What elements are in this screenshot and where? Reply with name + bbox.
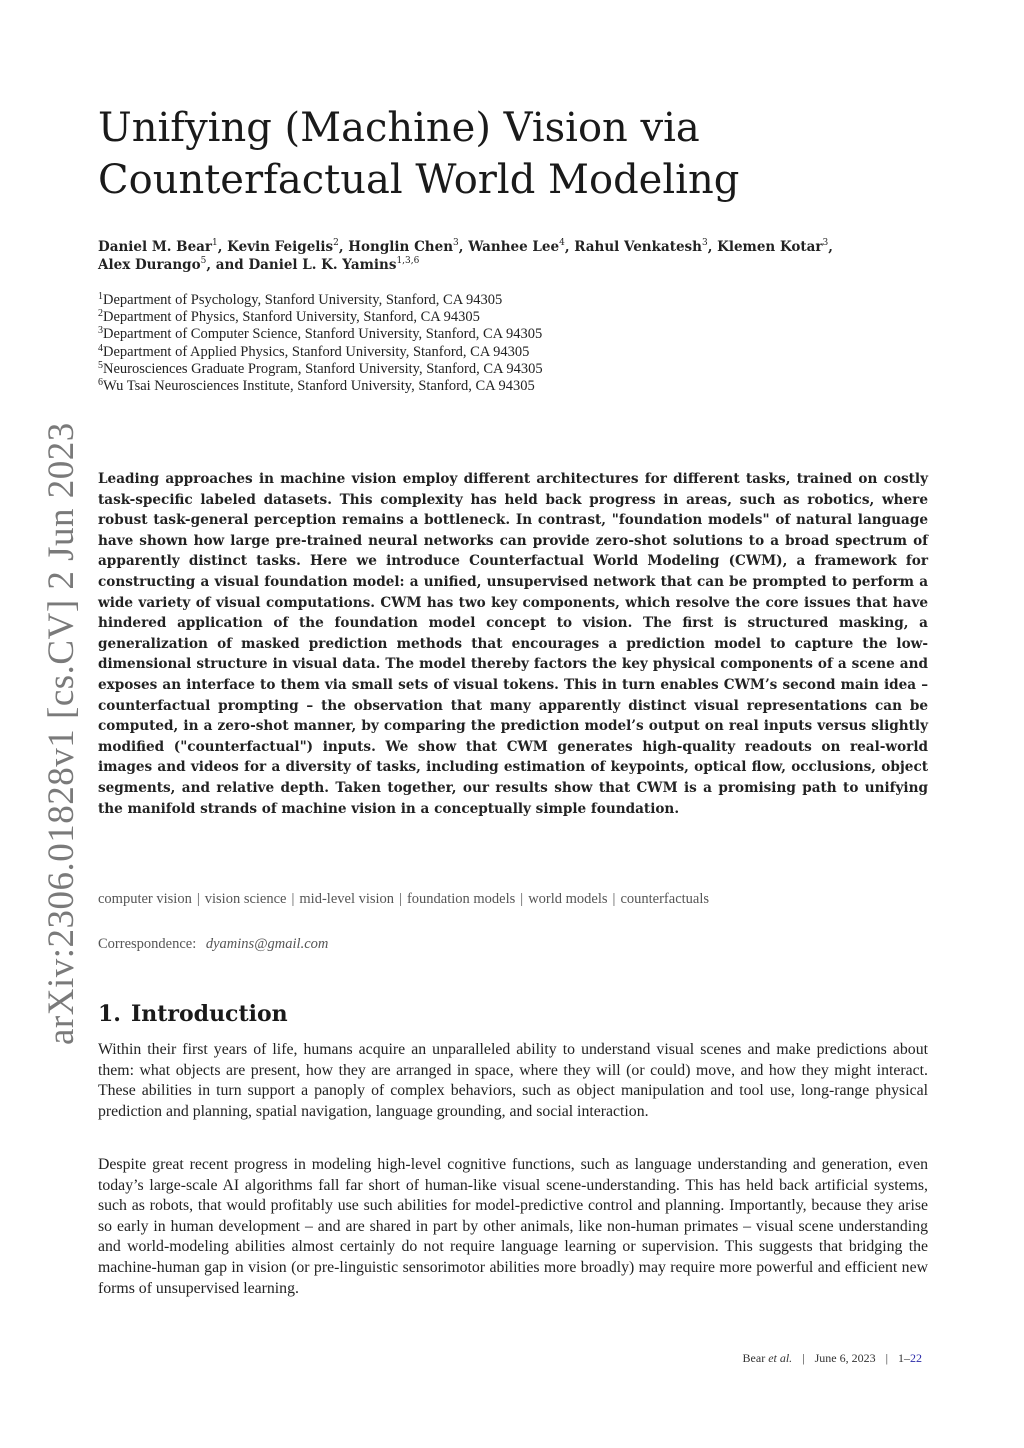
- page-footer: [743, 1351, 922, 1366]
- keyword: mid-level vision: [299, 891, 395, 907]
- keyword: foundation models: [406, 891, 516, 907]
- correspondence: [98, 936, 328, 953]
- keyword-separator: |: [520, 891, 524, 907]
- affiliation: $^2$Department of Physics, Stanford University, Stanford, CA 94305: [98, 308, 480, 326]
- keyword-list: [98, 891, 928, 908]
- keyword: counterfactuals: [620, 891, 710, 907]
- footer-date: June 6, 2023: [814, 1351, 876, 1365]
- keyword-separator: |: [291, 891, 295, 907]
- author: Daniel L. K. Yamins$^{1,3,6}$: [248, 256, 420, 273]
- footer-author: Bear: [742, 1351, 766, 1365]
- author: Wanhee Lee$^4$,: [468, 238, 575, 255]
- footer-pages-prefix: 1–: [898, 1351, 910, 1365]
- arxiv-identifier: arXiv:2306.01828v1 [cs.CV] 2 Jun 2023: [41, 422, 82, 1045]
- keyword: vision science: [204, 891, 287, 907]
- author: Honglin Chen$^3$,: [348, 238, 469, 255]
- affiliation: $^3$Department of Computer Science, Stanford University, Stanford, CA 94305: [98, 325, 543, 343]
- author: Alex Durango$^5$, and: [98, 256, 249, 273]
- author: Klemen Kotar$^3$,: [717, 238, 833, 255]
- title-line-1: Unifying (Machine) Vision via: [98, 105, 700, 151]
- section-heading: [98, 1001, 288, 1027]
- footer-separator: |: [885, 1351, 888, 1365]
- keyword-separator: |: [196, 891, 200, 907]
- footer-total-pages-link[interactable]: 22: [910, 1351, 922, 1365]
- author-list: [98, 238, 928, 274]
- correspondence-email[interactable]: dyamins@gmail.com: [205, 936, 329, 952]
- author: Daniel M. Bear$^1$,: [98, 238, 228, 255]
- intro-paragraph-1: Within their first years of life, humans acquire an unparalleled ability to understand visual scenes and make predictions about them: what objects are present, how they are arranged in space, where they will (or could) move, and how they might interact. These abilities in turn support a panoply of complex behaviors, such as object manipulation and tool use, long-range physical prediction and planning, spatial navigation, language grounding, and social interaction.: [98, 1041, 928, 1120]
- paper-title: [98, 102, 918, 206]
- author: Rahul Venkatesh$^3$,: [574, 238, 718, 255]
- affiliation: $^1$Department of Psychology, Stanford University, Stanford, CA 94305: [98, 291, 503, 308]
- affiliation: $^5$Neurosciences Graduate Program, Stanford University, Stanford, CA 94305: [98, 359, 543, 377]
- correspondence-label: Correspondence:: [98, 936, 197, 952]
- section-title: Introduction: [130, 1001, 288, 1027]
- section-number: 1.: [98, 1001, 121, 1027]
- footer-etal: et al.: [768, 1351, 793, 1365]
- intro-paragraph-2: Despite great recent progress in modeling high-level cognitive functions, such as language understanding and generation, even today’s large-scale AI algorithms fall far short of human-like visual scene-understanding. This has held back artificial systems, such as robots, that would profitably use such abilities for model-predictive control and planning. Importantly, because they arise so early in human development – and are shared in part by other animals, like non-human primates – visual scene understanding and world-modeling abilities almost certainly do not require language learning or supervision. This suggests that bridging the machine-human gap in vision (or pre-linguistic sensorimotor abilities more broadly) may require more powerful and efficient new forms of unsupervised learning.: [98, 1156, 928, 1297]
- affiliation-list: [98, 292, 928, 395]
- keyword-separator: |: [399, 891, 402, 907]
- keyword: world models: [528, 891, 608, 907]
- abstract: Leading approaches in machine vision employ different architectures for different tasks, trained on costly task-specific labeled datasets. This complexity has held back progress in areas, such as robotics, where robust task-general perception remains a bottleneck. In contrast, "foundation models" of natural language have shown how large pre-trained neural networks can provide zero-shot solutions to a broad spectrum of apparently distinct tasks. Here we introduce Counterfactual World Modeling (CWM), a framework for constructing a visual foundation model: a unified, unsupervised network that can be prompted to perform a wide variety of visual computations. CWM has two key components, which resolve the core issues that have hindered application of the foundation model concept to vision. The first is structured masking, a generalization of masked prediction methods that encourages a prediction model to capture the low-dimensional structure in visual data. The model thereby factors the key physical components of a scene and exposes an interface to them via small sets of visual tokens. This in turn enables CWM’s second main idea – counterfactual prompting – the observation that many apparently distinct visual representations can be computed, in a zero-shot manner, by comparing the prediction model’s output on real inputs versus slightly modified ("counterfactual") inputs. We show that CWM generates high-quality readouts on real-world images and videos for a diversity of tasks, including estimation of keypoints, optical flow, occlusions, object segments, and relative depth. Taken together, our results show that CWM is a promising path to unifying the manifold strands of machine vision in a conceptually simple foundation.: [98, 471, 928, 817]
- title-line-2: Counterfactual World Modeling: [98, 157, 740, 203]
- keyword: computer vision: [98, 891, 192, 907]
- affiliation: $^4$Department of Applied Physics, Stanford University, Stanford, CA 94305: [98, 342, 530, 360]
- author: Kevin Feigelis$^2$,: [227, 238, 349, 255]
- affiliation: $^6$Wu Tsai Neurosciences Institute, Stanford University, Stanford, CA 94305: [98, 377, 535, 395]
- footer-separator: |: [802, 1351, 805, 1365]
- keyword-separator: |: [612, 891, 616, 907]
